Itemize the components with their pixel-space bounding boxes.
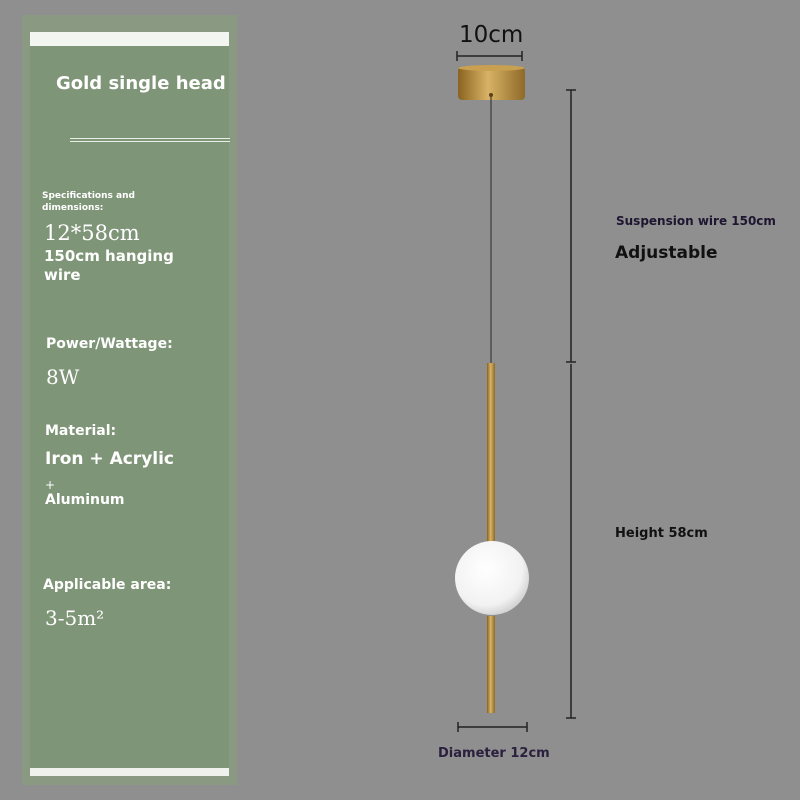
ceiling-canopy: [458, 65, 525, 100]
canopy-width-dimension: [457, 51, 522, 61]
globe-shade: [455, 541, 529, 615]
diameter-label: Diameter 12cm: [438, 746, 550, 761]
specs-label: Specifications and dimensions:: [42, 191, 135, 213]
wire-length-dimension: [566, 90, 576, 362]
upper-rod: [487, 363, 495, 545]
power-label: Power/Wattage:: [46, 336, 173, 352]
area-label: Applicable area:: [43, 577, 172, 593]
area-value: 3-5m²: [45, 606, 105, 630]
panel-title: Gold single head: [56, 73, 226, 94]
material-value-2: Aluminum: [45, 492, 125, 508]
suspension-wire-label: Suspension wire 150cm: [616, 214, 776, 228]
material-plus: +: [45, 478, 56, 492]
adjustable-label: Adjustable: [615, 243, 718, 263]
height-label: Height 58cm: [615, 526, 708, 541]
diameter-dimension: [458, 722, 527, 732]
height-dimension: [566, 364, 576, 718]
canopy-width-label: 10cm: [459, 22, 524, 48]
material-value: Iron + Acrylic: [45, 449, 175, 469]
specs-value: 12*58cm: [44, 221, 140, 245]
specs-note: 150cm hanging wire: [44, 247, 174, 284]
lower-rod: [487, 616, 495, 713]
material-label: Material:: [45, 423, 117, 439]
power-value: 8W: [46, 365, 80, 389]
